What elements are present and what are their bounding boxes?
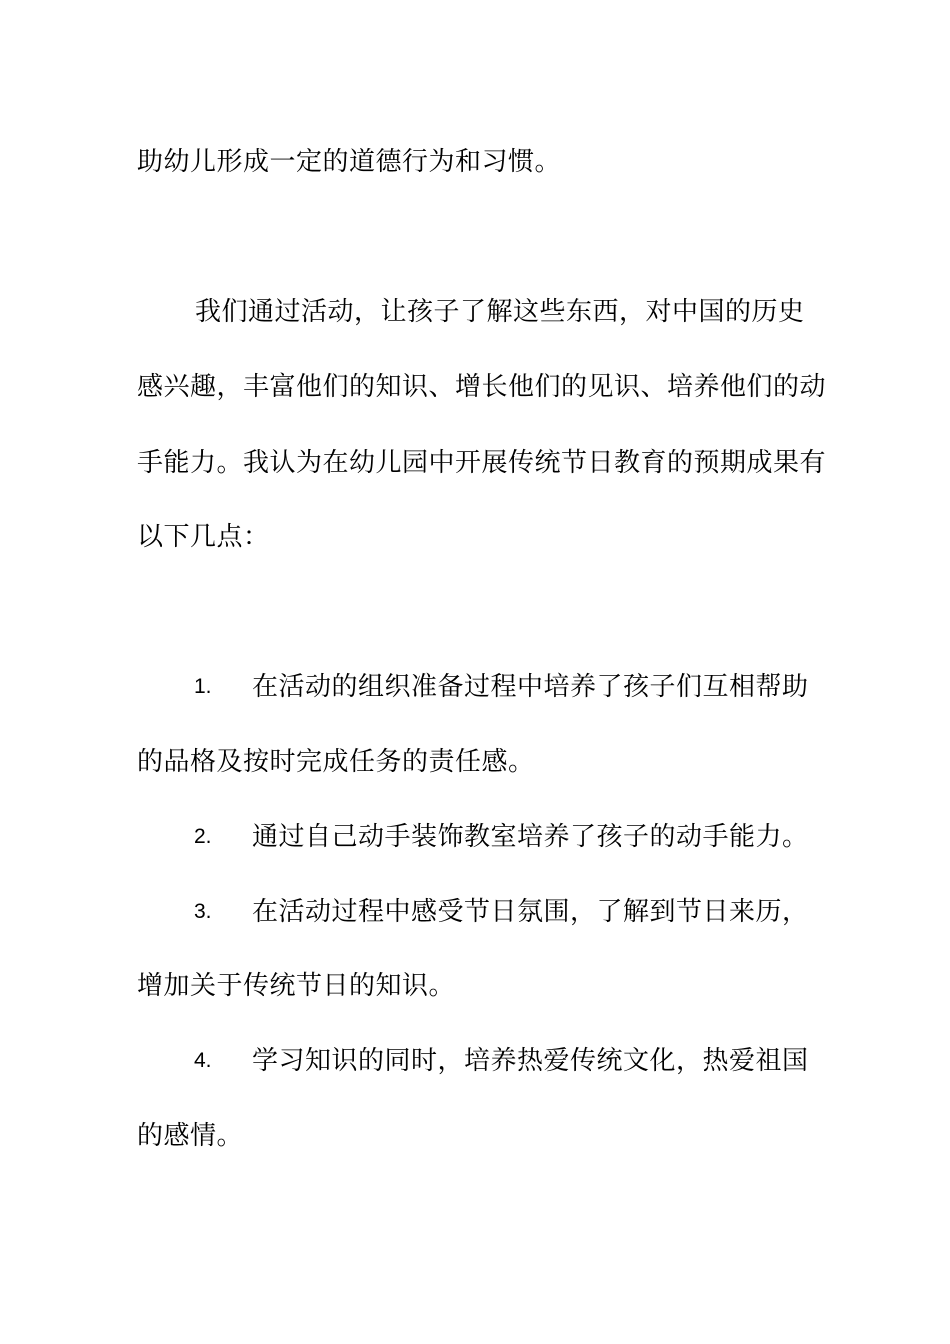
list-item-number: 1. (194, 675, 212, 698)
paragraph-line: 我们通过活动，让孩子了解这些东西，对中国的历史 (195, 297, 805, 327)
paragraph-line: 以下几点： (137, 522, 270, 552)
list-item-number: 3. (194, 900, 212, 923)
paragraph-line: 手能力。我认为在幼儿园中开展传统节日教育的预期成果有 (137, 448, 827, 478)
list-item-continuation: 增加关于传统节日的知识。 (137, 971, 456, 1001)
paragraph-line: 感兴趣，丰富他们的知识、增长他们的见识、培养他们的动 (137, 372, 827, 402)
list-item-number: 4. (194, 1049, 212, 1072)
list-item-text: 通过自己动手装饰教室培养了孩子的动手能力。 (252, 822, 809, 852)
list-item-continuation: 的品格及按时完成任务的责任感。 (137, 747, 535, 777)
list-item-text: 在活动的组织准备过程中培养了孩子们互相帮助 (252, 672, 809, 702)
list-item-number: 2. (194, 825, 212, 848)
paragraph-line: 助幼儿形成一定的道德行为和习惯。 (137, 147, 562, 177)
list-item-text: 在活动过程中感受节日氛围，了解到节日来历， (252, 897, 809, 927)
list-item-continuation: 的感情。 (137, 1121, 244, 1151)
list-item-text: 学习知识的同时，培养热爱传统文化，热爱祖国 (252, 1046, 809, 1076)
